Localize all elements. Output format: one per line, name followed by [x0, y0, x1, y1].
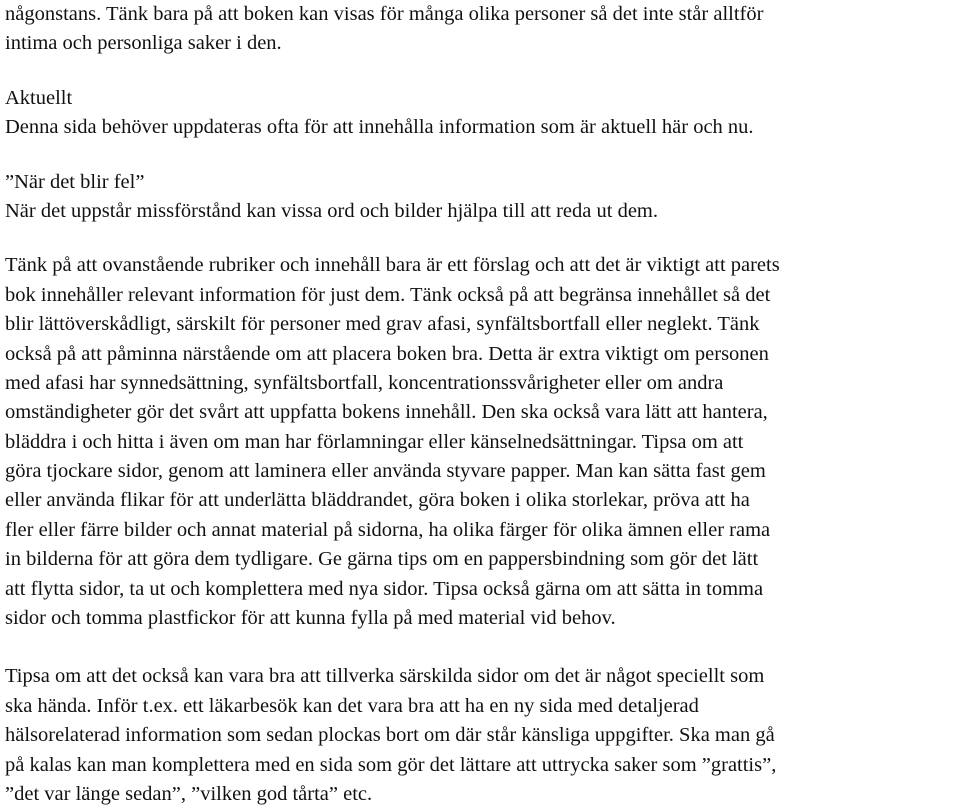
paragraph-tips-rubriker	[5, 251, 960, 633]
document-page	[5, 0, 960, 809]
text-line: eller använda flikar för att underlätta bläddrandet, göra boken i olika storlekar, pröva att ha	[5, 489, 750, 512]
text-line: blir lättöverskådligt, särskilt för personer med grav afasi, synfältsbortfall eller neglekt. Tänk	[5, 313, 760, 336]
section-nar-det-blir-fel	[5, 168, 960, 227]
text-line: med afasi har synnedsättning, synfältsbortfall, koncentrationssvårigheter eller om andra	[5, 371, 724, 394]
text-line: bläddra i och hitta i även om man har förlamningar eller känselnedsättningar. Tipsa om att	[5, 430, 744, 453]
section-heading: Aktuellt	[5, 86, 73, 109]
intro-paragraph	[5, 0, 960, 59]
text-line: bok innehåller relevant information för just dem. Tänk också på att begränsa innehållet så det	[5, 283, 771, 306]
text-line: göra tjockare sidor, genom att laminera eller använda styvare papper. Man kan sätta fast gem	[5, 460, 766, 483]
text-line: att flytta sidor, ta ut och komplettera med nya sidor. Tipsa också gärna om att sätta in tomma	[5, 577, 764, 600]
text-line: fler eller färre bilder och annat material på sidorna, ha olika färger för olika ämnen eller rama	[5, 518, 771, 541]
text-line: sidor och tomma plastfickor för att kunna fylla på med material vid behov.	[5, 607, 616, 630]
section-aktuellt	[5, 84, 960, 143]
text-line: ska hända. Inför t.ex. ett läkarbesök kan det vara bra att ha en ny sida med detaljerad	[5, 694, 699, 717]
text-line: Tänk på att ovanstående rubriker och innehåll bara är ett förslag och att det är viktigt att parets	[5, 254, 780, 277]
text-line: också på att påminna närstående om att placera boken bra. Detta är extra viktigt om personen	[5, 342, 769, 365]
text-line: in bilderna för att göra dem tydligare. Ge gärna tips om en pappersbindning som gör det lätt	[5, 548, 759, 571]
text-line: någonstans. Tänk bara på att boken kan visas för många olika personer så det inte står alltför	[5, 3, 764, 25]
section-body: När det uppstår missförstånd kan vissa ord och bilder hjälpa till att reda ut dem.	[5, 199, 658, 222]
text-line: Tipsa om att det också kan vara bra att tillverka särskilda sidor om det är något speciellt som	[5, 665, 765, 688]
text-line: omständigheter gör det svårt att uppfatta bokens innehåll. Den ska också vara lätt att hantera,	[5, 401, 768, 424]
text-line: intima och personliga saker i den.	[5, 32, 282, 55]
text-line: på kalas kan man komplettera med en sida som gör det lättare att uttrycka saker som ”grattis”,	[5, 753, 777, 776]
section-body: Denna sida behöver uppdateras ofta för att innehålla information som är aktuell här och nu.	[5, 116, 754, 139]
text-line: hälsorelaterad information som sedan plockas bort om där står känsliga uppgifter. Ska man gå	[5, 724, 775, 747]
section-heading: ”När det blir fel”	[5, 170, 145, 193]
text-line: ”det var länge sedan”, ”vilken god tårta” etc.	[5, 782, 373, 805]
paragraph-sarskilda-sidor	[5, 662, 960, 809]
